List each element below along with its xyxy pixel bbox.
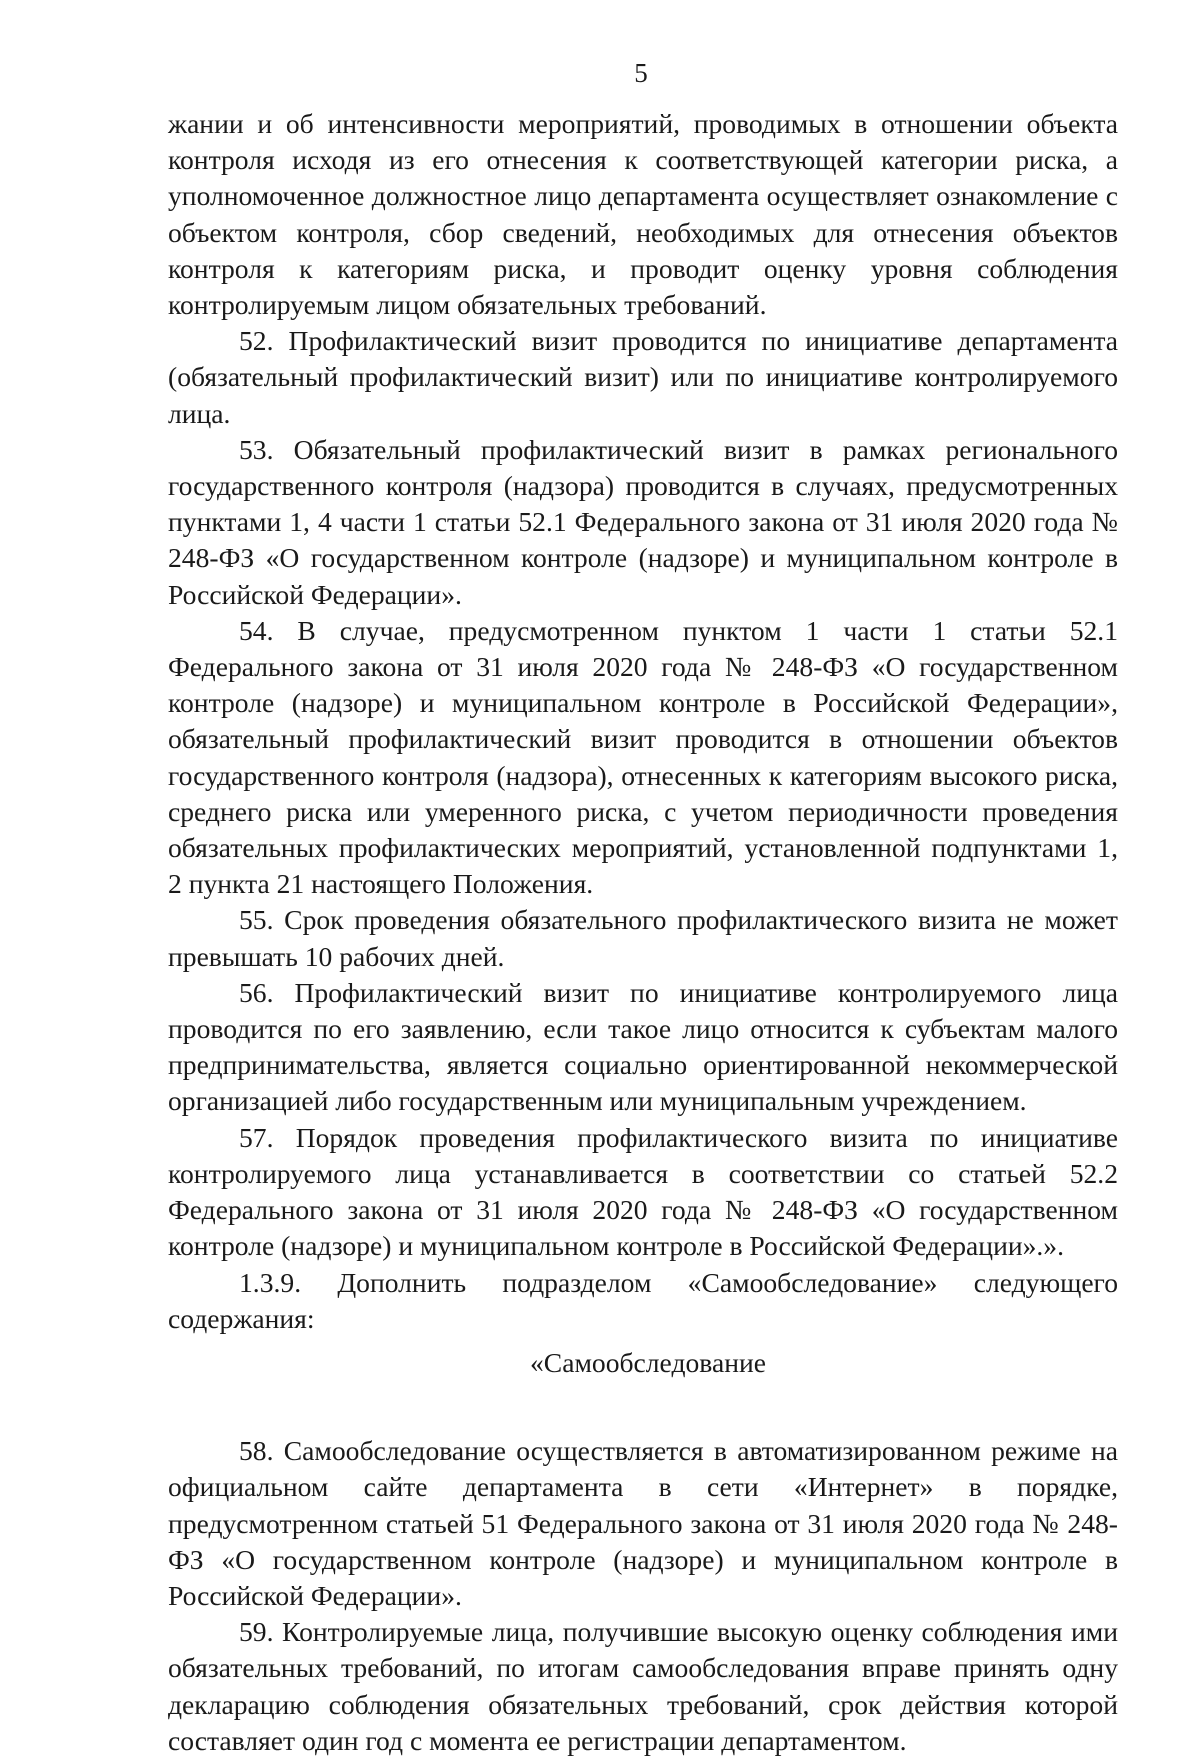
paragraph-53: 53. Обязательный профилактический визит в рамках регионального государственного контроля (надзора) проводится в случаях, предусмотренных пунктами 1, 4 части 1 статьи 52.1 Федерального закона от 31 июля 2020 года № 248-ФЗ «О государственном контроле (надзоре) и муниципальном контроле в Российской Федерации». [168, 433, 1118, 610]
paragraph-1-3-9: 1.3.9. Дополнить подразделом «Самообследование» следующего содержания: [168, 1266, 1118, 1334]
paragraph-56: 56. Профилактический визит по инициативе контролируемого лица проводится по его заявлению, если такое лицо относится к субъектам малого предпринимательства, является социально ориентированной некоммерческой организацией либо государственным или муниципальным учреждением. [168, 976, 1118, 1117]
paragraph-57: 57. Порядок проведения профилактического визита по инициативе контролируемого лица устанавливается в соответствии со статьей 52.2 Федерального закона от 31 июля 2020 года № 248-ФЗ «О государственном контроле (надзоре) и муниципальном контроле в Российской Федерации».». [168, 1121, 1118, 1262]
page-number: 5 [634, 58, 648, 88]
paragraph-continuation: жании и об интенсивности мероприятий, проводимых в отношении объекта контроля исходя из его отнесения к соответствующей категории риска, а уполномоченное должностное лицо департамента осуществляет ознакомление с объектом контроля, сбор сведений, необходимых для отнесения объектов контроля к категориям риска, и проводит оценку уровня соблюдения контролируемым лицом обязательных требований. [168, 108, 1118, 321]
paragraph-54: 54. В случае, предусмотренном пунктом 1 части 1 статьи 52.1 Федерального закона от 31 июля 2020 года № 248-ФЗ «О государственном контроле (надзоре) и муниципальном контроле в Российской Федерации», обязательный профилактический визит проводится в отношении объектов государственного контроля (надзора), отнесенных к категориям высокого риска, среднего риска или умеренного риска, с учетом периодичности проведения обязательных профилактических мероприятий, установленной подпунктами 1, 2 пункта 21 настоящего Положения. [168, 614, 1118, 900]
paragraph-59: 59. Контролируемые лица, получившие высокую оценку соблюдения ими обязательных требований, по итогам самообследования вправе принять одну декларацию соблюдения обязательных требований, срок действия которой составляет один год с момента ее регистрации департаментом. [168, 1616, 1118, 1756]
paragraph-58: 58. Самообследование осуществляется в автоматизированном режиме на официальном сайте департамента в сети «Интернет» в порядке, предусмотренном статьей 51 Федерального закона от 31 июля 2020 года № 248-ФЗ «О государственном контроле (надзоре) и муниципальном контроле в Российской Федерации». [168, 1435, 1118, 1611]
section-heading: «Самообследование [530, 1346, 766, 1378]
paragraph-55: 55. Срок проведения обязательного профилактического визита не может превышать 10 рабочих дней. [168, 904, 1118, 972]
document-body [168, 106, 1118, 1759]
paragraph-52: 52. Профилактический визит проводится по инициативе департамента (обязательный профилактический визит) или по инициативе контролируемого лица. [168, 325, 1118, 429]
